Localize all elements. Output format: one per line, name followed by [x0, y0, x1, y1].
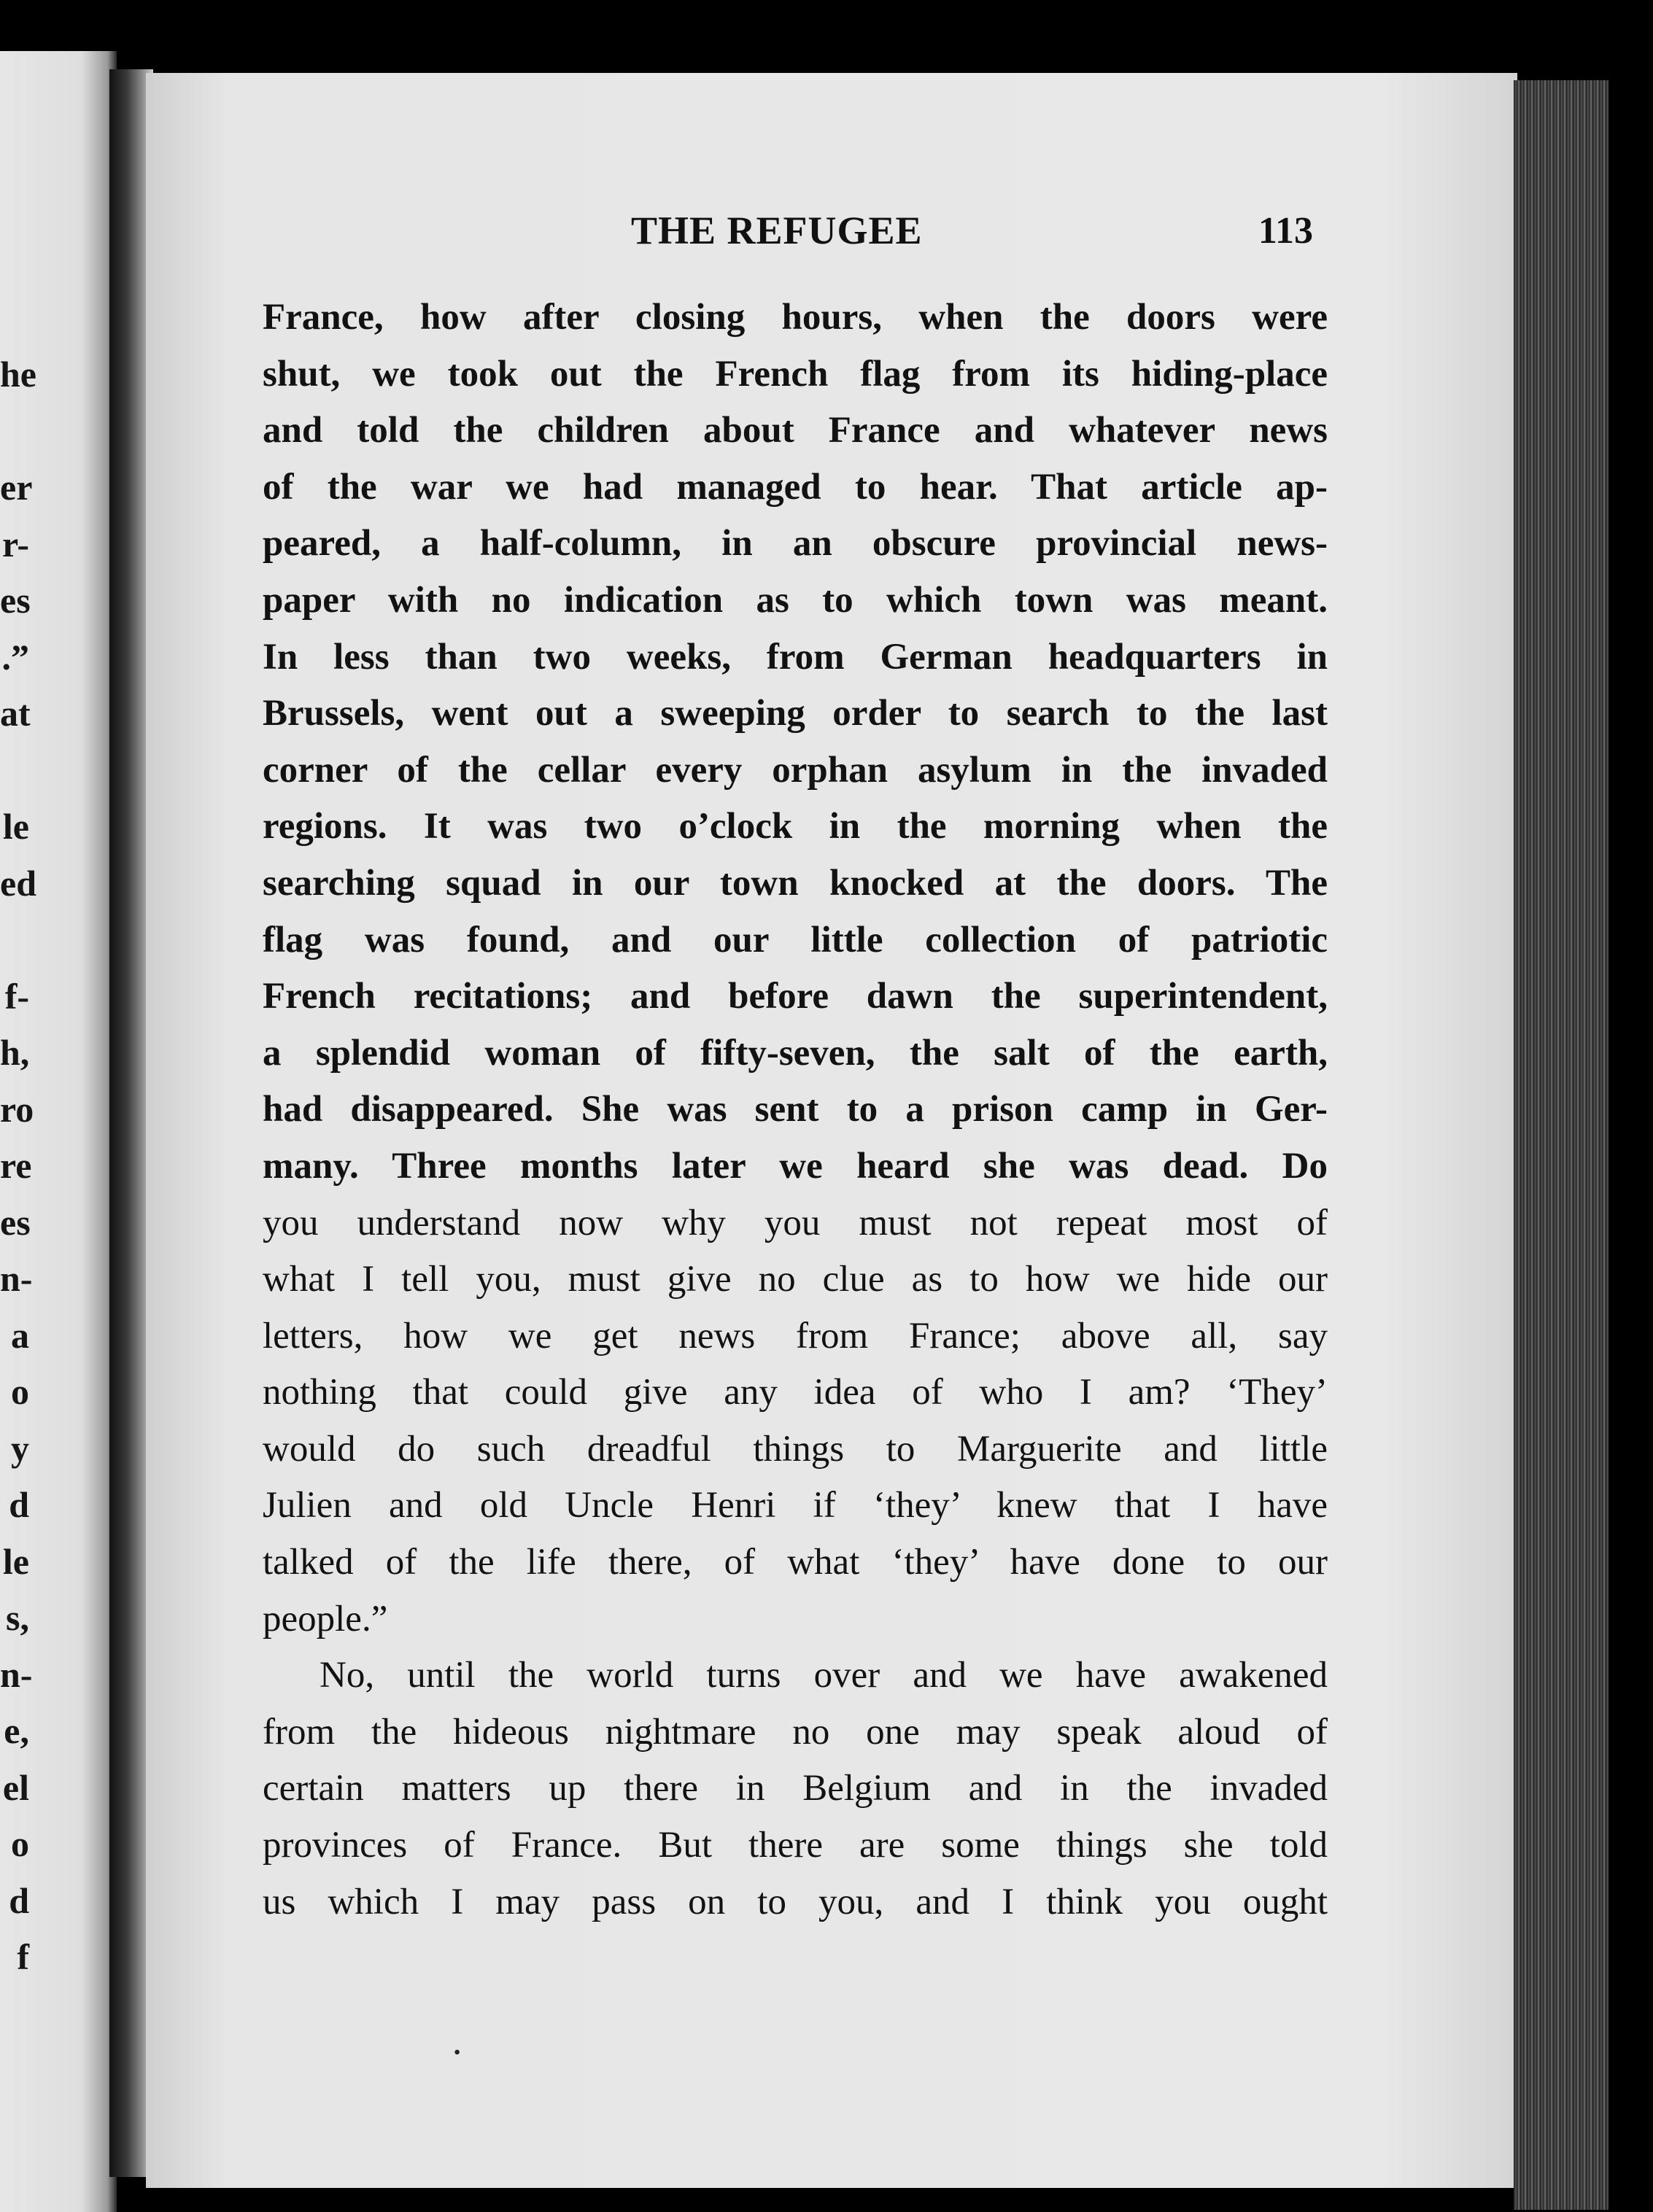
- text-line: shut, we took out the French flag from its hiding-place: [263, 353, 1328, 395]
- left-fragment: he: [0, 354, 36, 395]
- left-fragment: a: [11, 1314, 29, 1356]
- text-line: many. Three months later we heard she was dead. Do: [263, 1145, 1328, 1187]
- left-fragment: f: [17, 1936, 29, 1977]
- left-page-text-fragments: [0, 346, 36, 1986]
- left-fragment: h,: [0, 1032, 30, 1073]
- left-fragment: [0, 742, 29, 799]
- left-fragment: y: [11, 1427, 29, 1469]
- left-fragment: e,: [4, 1710, 29, 1751]
- left-fragment: el: [2, 1766, 29, 1808]
- text-line: Julien and old Uncle Henri if ‘they’ knew that I have: [263, 1485, 1328, 1526]
- ink-mark: ·: [452, 2036, 462, 2068]
- text-line: people.”: [263, 1598, 388, 1639]
- text-line: flag was found, and our little collection of patriotic: [263, 919, 1328, 961]
- text-line: us which I may pass on to you, and I think you ought: [263, 1881, 1328, 1922]
- text-line: certain matters up there in Belgium and in the invaded: [263, 1768, 1328, 1809]
- running-title: THE REFUGEE: [631, 209, 923, 252]
- text-line: France, how after closing hours, when the doors were: [263, 297, 1328, 338]
- text-line: nothing that could give any idea of who I am? ‘They’: [263, 1372, 1328, 1413]
- left-facing-page: [0, 51, 117, 2212]
- left-fragment: le: [2, 1540, 29, 1582]
- text-line: corner of the cellar every orphan asylum in the invaded: [263, 749, 1328, 791]
- left-fragment: ro: [0, 1088, 34, 1130]
- left-fragment: f-: [4, 975, 29, 1017]
- text-line: No, until the world turns over and we have awakened: [320, 1655, 1328, 1696]
- running-header: [263, 208, 1313, 259]
- text-line: peared, a half-column, in an obscure provincial news-: [263, 523, 1328, 564]
- text-line: letters, how we get news from France; above all, say: [263, 1315, 1328, 1357]
- left-fragment: es: [0, 580, 31, 621]
- text-line: searching squad in our town knocked at the doors. The: [263, 862, 1328, 904]
- left-fragment: d: [9, 1484, 29, 1525]
- left-fragment: es: [0, 1201, 31, 1243]
- left-fragment: le: [2, 806, 29, 847]
- left-fragment: n-: [0, 1258, 33, 1299]
- text-line: In less than two weeks, from German headquarters in: [263, 636, 1328, 678]
- body-text: [263, 290, 1328, 1930]
- text-line: and told the children about France and whatever news: [263, 410, 1328, 451]
- left-fragment: n-: [0, 1653, 33, 1695]
- text-line: would do such dreadful things to Marguerite and little: [263, 1428, 1328, 1470]
- text-line: Brussels, went out a sweeping order to search to the last: [263, 693, 1328, 734]
- left-fragment: o: [11, 1823, 29, 1864]
- left-fragment: er: [0, 467, 33, 508]
- text-line: from the hideous nightmare no one may speak aloud of: [263, 1711, 1328, 1753]
- text-line: paper with no indication as to which town was meant.: [263, 579, 1328, 621]
- left-fragment: o: [11, 1371, 29, 1412]
- left-fragment: .”: [1, 636, 29, 678]
- text-line: talked of the life there, of what ‘they’ have done to our: [263, 1542, 1328, 1583]
- text-line: what I tell you, must give no clue as to how we hide our: [263, 1259, 1328, 1300]
- text-line: regions. It was two o’clock in the morning when the: [263, 806, 1328, 847]
- left-fragment: s,: [6, 1597, 29, 1638]
- text-line: you understand now why you must not repeat most of: [263, 1202, 1328, 1243]
- text-line: a splendid woman of fifty-seven, the salt of the earth,: [263, 1032, 1328, 1074]
- text-line: of the war we had managed to hear. That article ap-: [263, 466, 1328, 508]
- left-fragment: r-: [2, 523, 29, 564]
- text-line: provinces of France. But there are some things she told: [263, 1825, 1328, 1866]
- left-fragment: at: [0, 693, 31, 734]
- left-fragment: re: [0, 1145, 32, 1186]
- left-fragment: [0, 403, 29, 460]
- page-number: 113: [1258, 210, 1313, 252]
- left-fragment: d: [9, 1879, 29, 1921]
- left-fragment: [0, 912, 29, 969]
- left-fragment: ed: [0, 862, 36, 904]
- text-line: had disappeared. She was sent to a prison camp in Ger-: [263, 1089, 1328, 1130]
- text-line: French recitations; and before dawn the superintendent,: [263, 976, 1328, 1017]
- page-edges: [1514, 80, 1609, 2210]
